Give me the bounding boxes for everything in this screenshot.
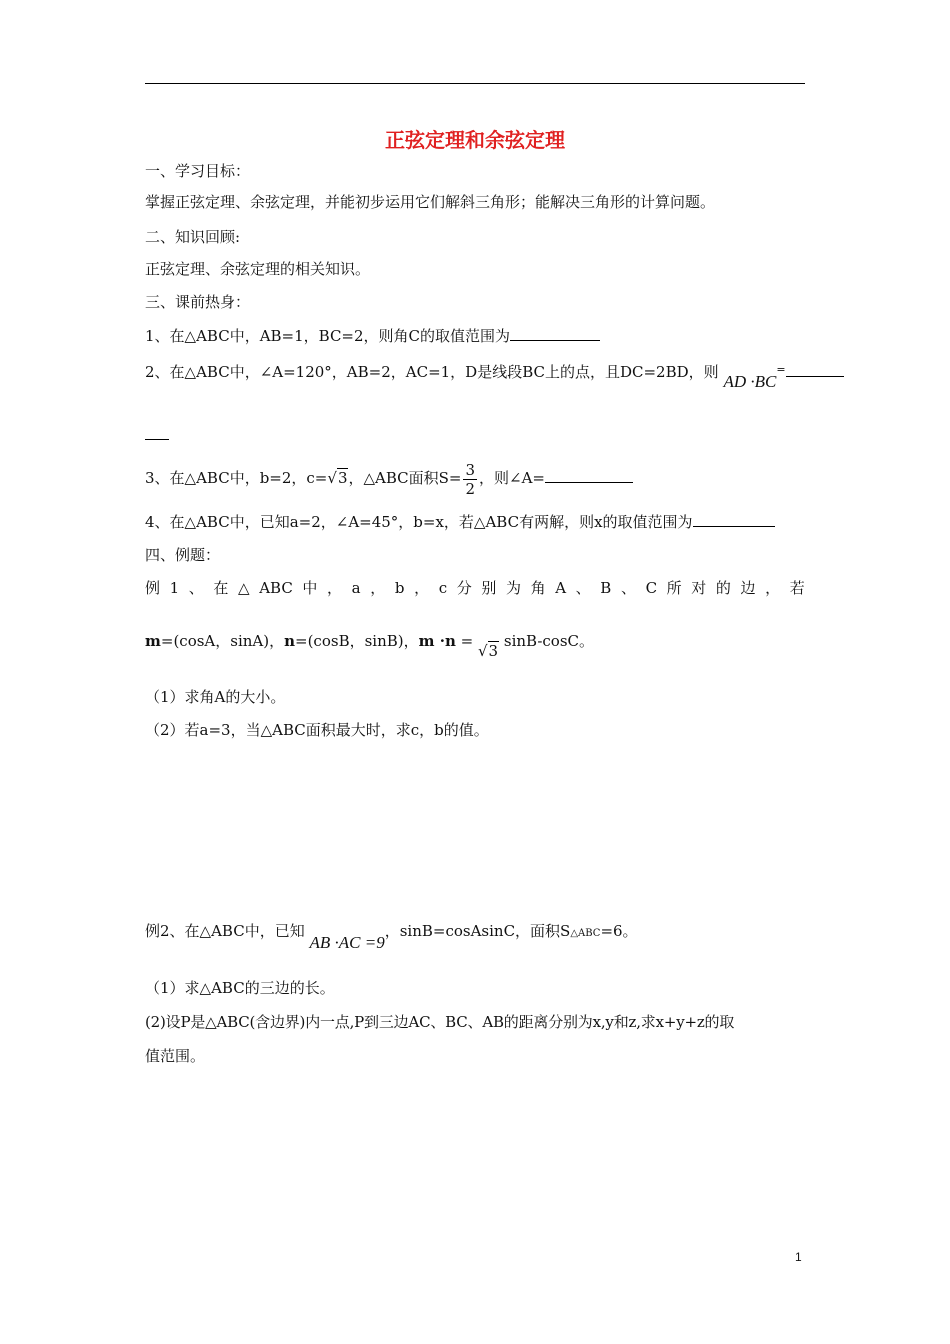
warmup-q1 [145, 325, 600, 347]
example-1-line-2 [145, 630, 595, 660]
example-2-part-2-line-1: (2)设P是△ABC(含边界)内一点,P到三边AC、BC、AB的距离分别为x,y和z,求x+y+z的取 [145, 1013, 735, 1031]
example-1-token: ， [370, 579, 386, 597]
warmup-q4 [145, 511, 775, 533]
example-1-token: 、 [188, 579, 204, 597]
example-1-line-1 [145, 577, 805, 599]
example-1-token: 、 [620, 579, 636, 597]
example-1-token: 1 [169, 579, 180, 597]
example-1-token: 对 [691, 579, 707, 597]
equals-sign: = [455, 632, 474, 650]
example-1-token: 分 [456, 579, 472, 597]
warmup-q2-text: 2、在△ABC中，∠A=120°，AB=2，AC=1，D是线段BC上的点，且DC=2BD，则 [145, 363, 719, 381]
example-1-token: ， [414, 579, 430, 597]
example-1-token: 角 [530, 579, 546, 597]
example-1-tail: sinB-cosC。 [503, 632, 595, 650]
example-1-token: 别 [481, 579, 497, 597]
example-1-token: 为 [505, 579, 521, 597]
section-2-body: 正弦定理、余弦定理的相关知识。 [145, 260, 371, 278]
answer-blank [145, 425, 169, 440]
dot-product-expression: m ·n [418, 632, 456, 650]
subscript: △ABC [570, 928, 601, 939]
section-3-heading: 三、课前热身： [145, 293, 251, 311]
example-1-token: 在 [213, 579, 229, 597]
vector-expression: AB ·AC =9 [309, 933, 385, 952]
example-1-token: 、 [575, 579, 591, 597]
sqrt-expression: √3 [477, 642, 499, 660]
example-1-token: 若 [789, 579, 805, 597]
page-title: 正弦定理和余弦定理 [385, 128, 565, 152]
section-4-heading: 四、例题： [145, 546, 221, 564]
sqrt-radicand: 3 [488, 642, 499, 660]
example-1-part-1: （1）求角A的大小。 [145, 688, 286, 706]
section-1-body: 掌握正弦定理、余弦定理，并能初步运用它们解斜三角形；能解决三角形的计算问题。 [145, 193, 716, 211]
fraction-numerator: 3 [465, 460, 476, 479]
answer-blank [693, 512, 775, 527]
example-1-token: a [351, 579, 361, 597]
example-2-part-1: （1）求△ABC的三边的长。 [145, 979, 335, 997]
example-1-token: ， [327, 579, 343, 597]
vector-n-value: =(cosB，sinB)， [295, 632, 419, 650]
sqrt-radicand: 3 [337, 469, 348, 487]
warmup-q3 [145, 458, 633, 498]
vector-m-label: m [145, 632, 161, 650]
warmup-q3-prefix: 3、在△ABC中，b=2，c= [145, 469, 328, 487]
example-2-prefix: 例2、在△ABC中，已知 [145, 922, 305, 940]
warmup-q4-text: 4、在△ABC中，已知a=2，∠A=45°，b=x，若△ABC有两解，则x的取值范围为 [145, 513, 693, 531]
vector-m-value: =(cosA，sinA)， [160, 632, 285, 650]
answer-blank [786, 362, 844, 377]
example-1-token: 例 [145, 579, 161, 597]
warmup-q2-continuation [145, 424, 169, 446]
section-1-heading: 一、学习目标： [145, 162, 251, 180]
example-2-line-1 [145, 920, 638, 952]
section-2-heading: 二、知识回顾: [145, 228, 241, 246]
page-number: 1 [795, 1250, 802, 1264]
vector-expression: AD ·BC [723, 372, 777, 391]
example-1-token: 中 [302, 579, 318, 597]
sqrt-expression: √3 [327, 469, 348, 487]
example-1-token: △ [238, 579, 250, 597]
example-2-mid: ，sinB=cosAsinC，面积S [384, 922, 571, 940]
example-1-token: A [555, 579, 567, 597]
example-2-suffix: =6。 [600, 922, 638, 940]
example-1-token: 的 [715, 579, 731, 597]
example-1-token: ， [765, 579, 781, 597]
example-2-part-2-line-2: 值范围。 [145, 1047, 206, 1065]
fraction-denominator: 2 [465, 479, 476, 498]
warmup-q2 [145, 361, 844, 391]
example-1-token: C [645, 579, 658, 597]
vector-n-label: n [284, 632, 296, 650]
equals-sign: = [776, 363, 786, 376]
example-1-token: c [438, 579, 448, 597]
fraction [463, 461, 477, 498]
warmup-q1-text: 1、在△ABC中，AB=1，BC=2，则角C的取值范围为 [145, 327, 511, 345]
example-1-token: ABC [259, 579, 293, 597]
answer-blank [510, 326, 600, 341]
example-1-token: 边 [740, 579, 756, 597]
warmup-q3-suffix: ，则∠A= [479, 469, 546, 487]
answer-blank [545, 468, 633, 483]
example-1-token: 所 [666, 579, 682, 597]
example-1-token: B [600, 579, 612, 597]
warmup-q3-mid: ，△ABC面积S= [348, 469, 462, 487]
example-1-token: b [394, 579, 405, 597]
example-1-part-2: （2）若a=3，当△ABC面积最大时，求c，b的值。 [145, 721, 489, 739]
header-rule [145, 83, 805, 84]
